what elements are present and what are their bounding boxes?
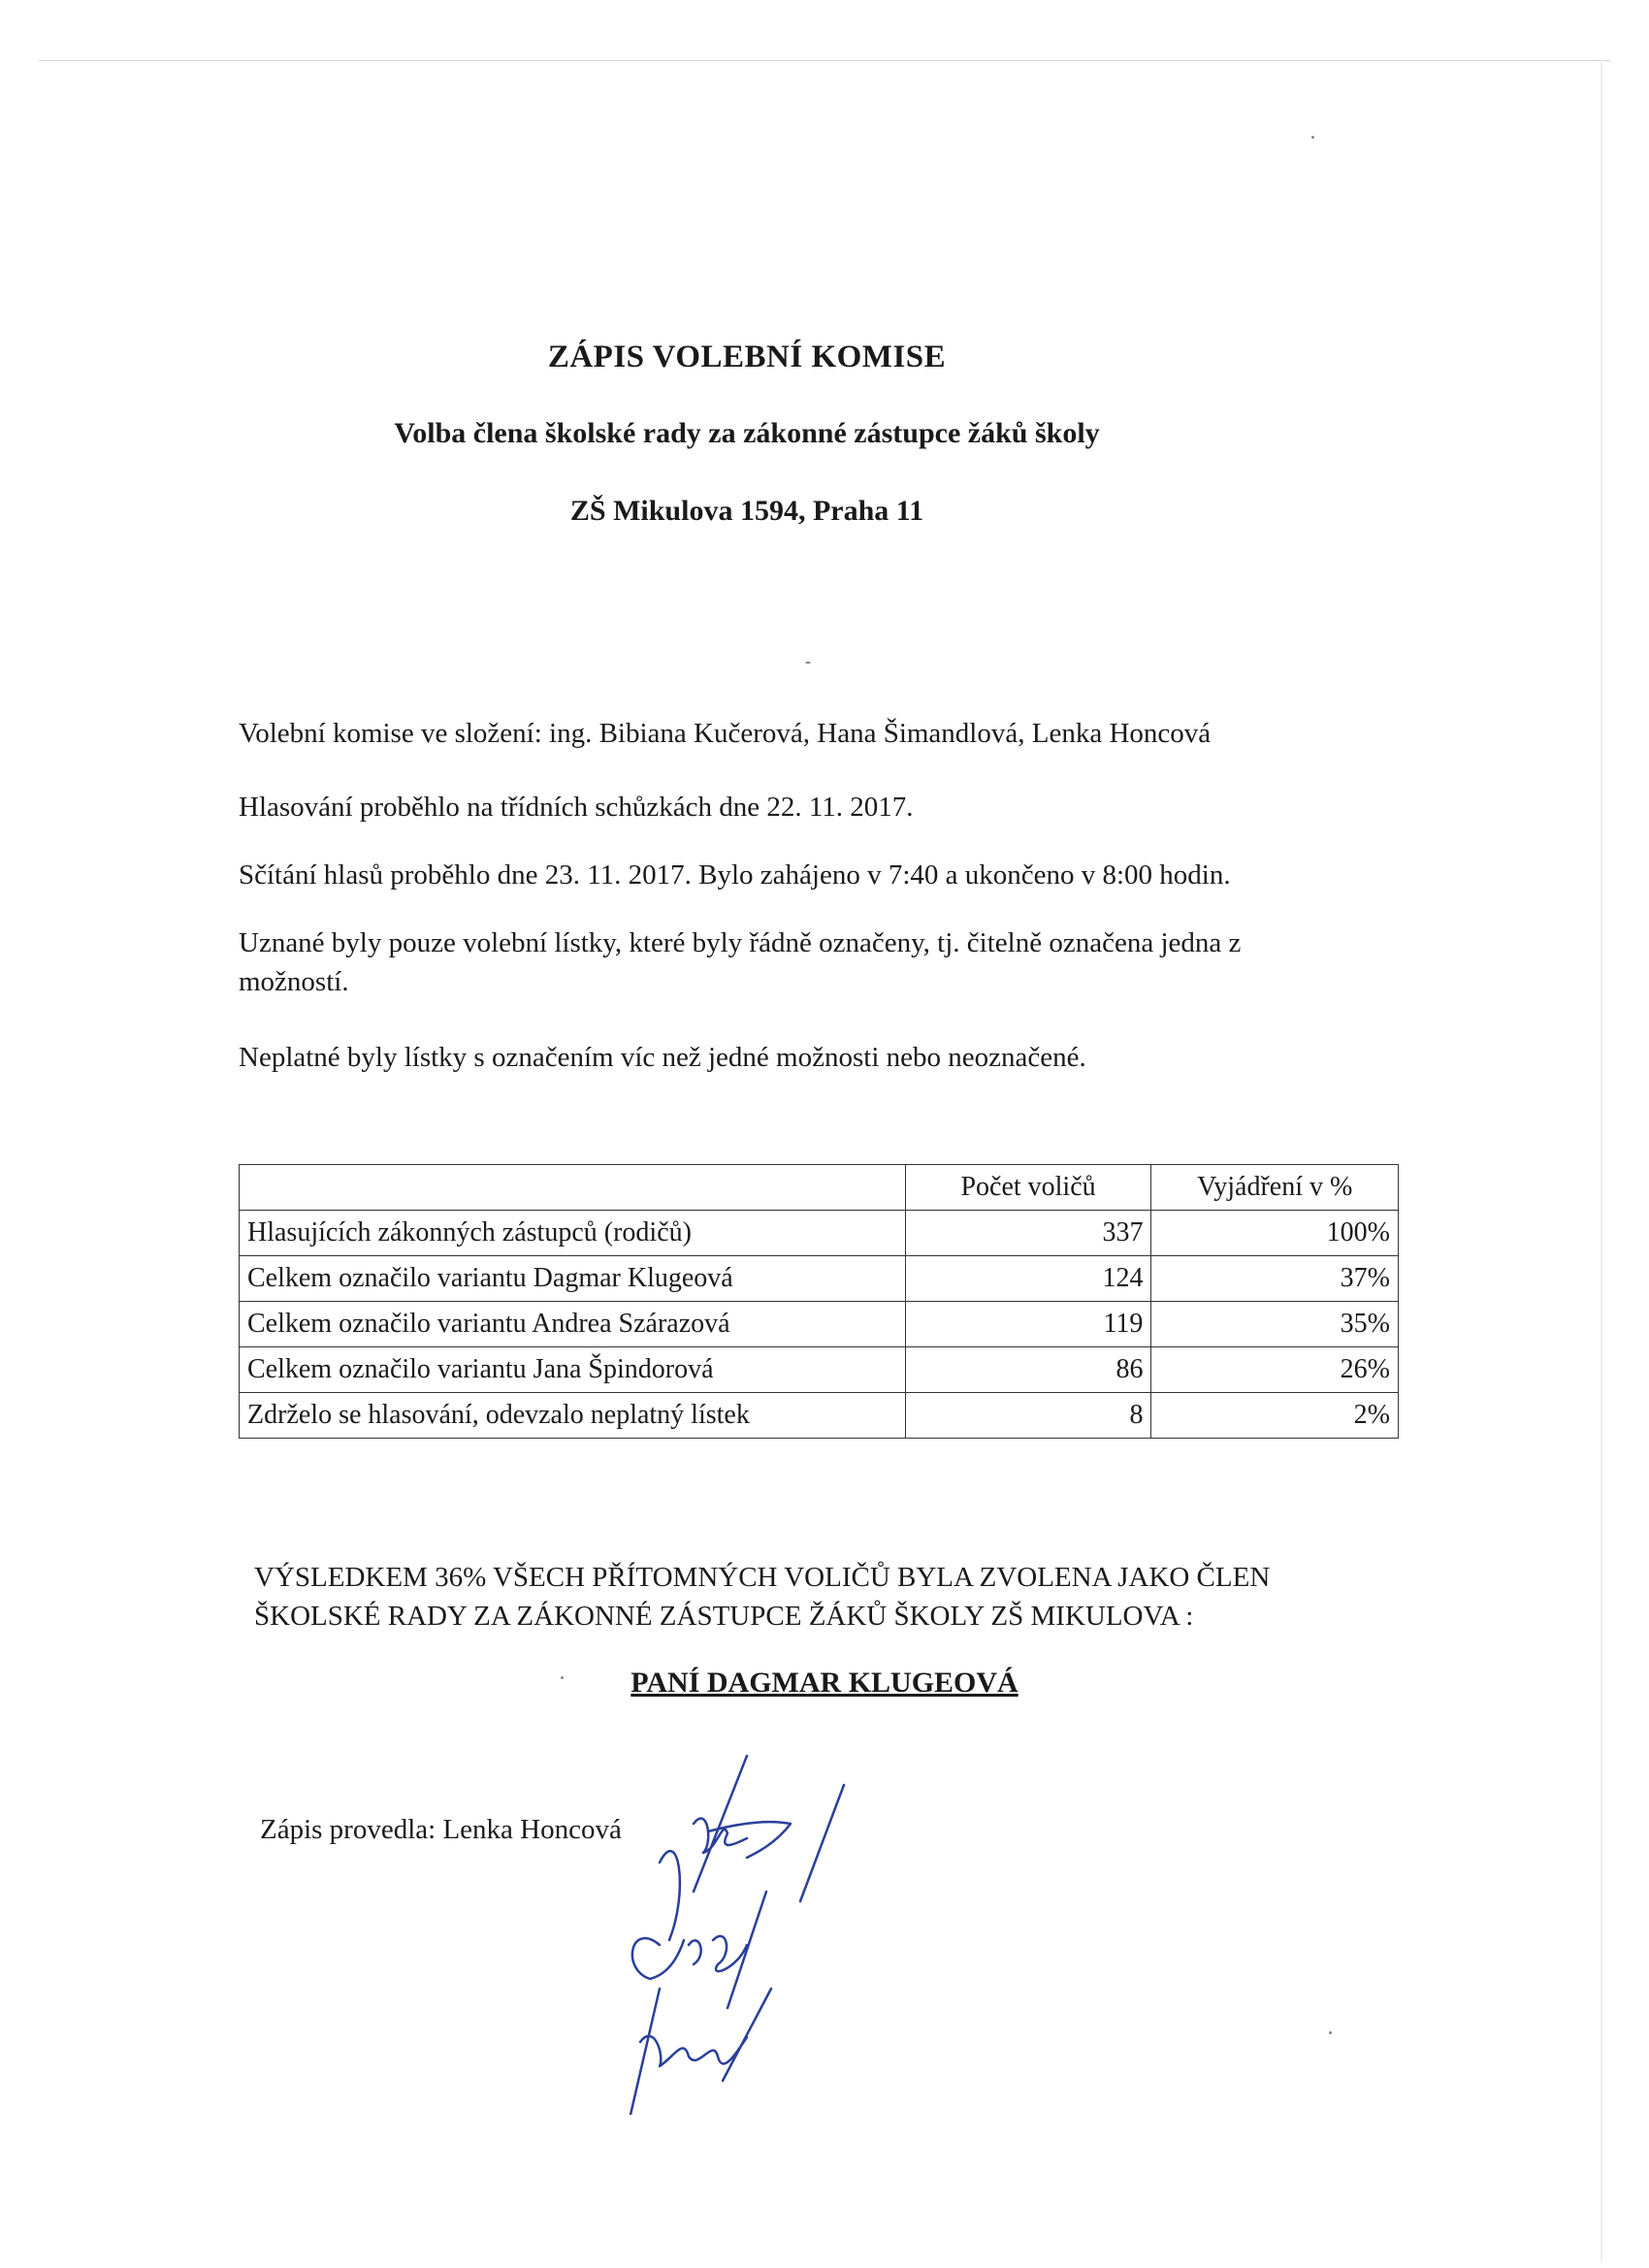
result-line-2: ŠKOLSKÉ RADY ZA ZÁKONNÉ ZÁSTUPCE ŽÁKŮ ŠKOLY ZŠ MIKULOVA :: [254, 1601, 1194, 1632]
document-title: ZÁPIS VOLEBNÍ KOMISE: [547, 340, 947, 374]
row-percent: 26%: [1151, 1347, 1399, 1393]
committee-paragraph: Volební komise ve složení: ing. Bibiana Kučerová, Hana Šimandlová, Lenka Honcová: [239, 718, 1212, 749]
row-percent: 2%: [1151, 1393, 1399, 1439]
table-header-percent: Vyjádření v %: [1151, 1165, 1399, 1211]
table-header-empty: [240, 1165, 906, 1211]
row-percent: 100%: [1151, 1211, 1399, 1256]
valid-ballots-paragraph: Uznané byly pouze volební lístky, které byly řádně označeny, tj. čitelně označena jedna z možností.: [239, 927, 1242, 997]
table-row: [240, 1211, 1399, 1256]
row-label: Hlasujících zákonných zástupců (rodičů): [240, 1211, 906, 1256]
row-label: Zdrželo se hlasování, odevzalo neplatný lístek: [240, 1393, 906, 1439]
scan-edge-top: [39, 60, 1610, 61]
signature-stroke: [630, 1989, 771, 2115]
scan-speck: [1311, 136, 1314, 139]
table-row: [240, 1256, 1399, 1302]
scan-speck: [1329, 2031, 1332, 2034]
school-name: ZŠ Mikulova 1594, Praha 11: [569, 495, 924, 527]
elected-member: PANÍ DAGMAR KLUGEOVÁ: [630, 1667, 1018, 1699]
result-statement: [254, 1558, 1418, 1636]
row-count: 8: [905, 1393, 1151, 1439]
invalid-ballots-paragraph: Neplatné byly lístky s označením víc než jedné možnosti nebo neoznačené.: [239, 1042, 1086, 1073]
counting-paragraph: Sčítání hlasů proběhlo dne 23. 11. 2017. Bylo zahájeno v 7:40 a ukončeno v 8:00 hodin.: [239, 859, 1231, 891]
row-percent: 35%: [1151, 1302, 1399, 1347]
signature-stroke: [632, 1892, 766, 2008]
scan-edge-right: [1600, 60, 1602, 2262]
row-count: 124: [905, 1256, 1151, 1302]
row-label: Celkem označilo variantu Jana Špindorová: [240, 1347, 906, 1393]
result-line-1: VÝSLEDKEM 36% VŠECH PŘÍTOMNÝCH VOLIČŮ BYLA ZVOLENA JAKO ČLEN: [254, 1562, 1271, 1593]
handwritten-signatures: [601, 1746, 931, 2115]
table-row: [240, 1347, 1399, 1393]
row-percent: 37%: [1151, 1256, 1399, 1302]
signature-stroke: [660, 1756, 747, 1940]
row-label: Celkem označilo variantu Dagmar Klugeová: [240, 1256, 906, 1302]
voting-paragraph: Hlasování proběhlo na třídních schůzkách dne 22. 11. 2017.: [239, 792, 914, 823]
row-count: 119: [905, 1302, 1151, 1347]
minutes-author: Zápis provedla: Lenka Honcová: [260, 1814, 622, 1845]
table-row: [240, 1393, 1399, 1439]
table-header-count: Počet voličů: [905, 1165, 1151, 1211]
row-count: 86: [905, 1347, 1151, 1393]
scan-speck: [805, 662, 811, 664]
results-table: [239, 1164, 1399, 1439]
document-subtitle: Volba člena školské rady za zákonné zástupce žáků školy: [394, 417, 1100, 449]
row-count: 337: [905, 1211, 1151, 1256]
row-label: Celkem označilo variantu Andrea Szárazová: [240, 1302, 906, 1347]
table-header-row: [240, 1165, 1399, 1211]
table-row: [240, 1302, 1399, 1347]
